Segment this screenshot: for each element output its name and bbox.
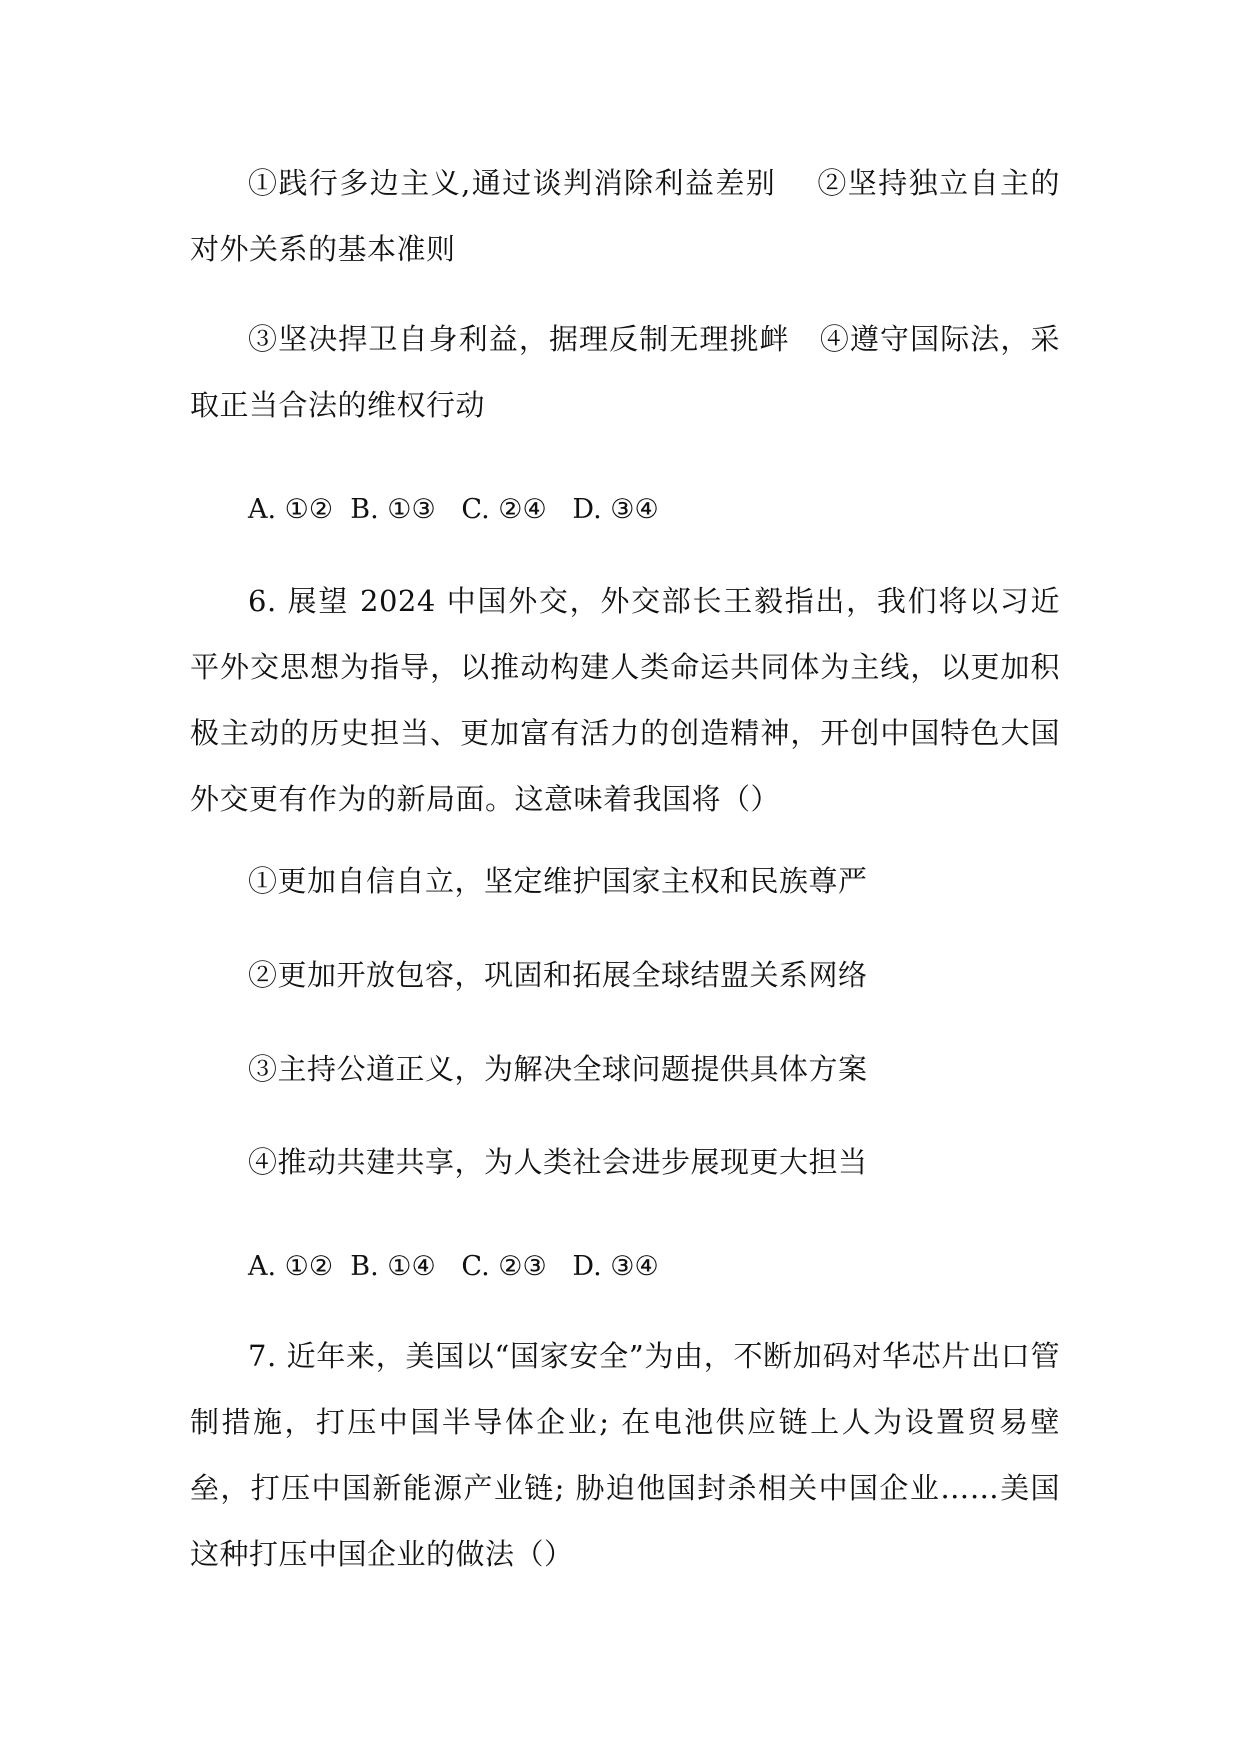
q5-statement-1-2: ①践行多边主义,通过谈判消除利益差别 ②坚持独立自主的对外关系的基本准则: [190, 166, 1060, 266]
q5-answer-options: A. ①② B. ①③ C. ②④ D. ③④: [248, 494, 659, 525]
q6-statement-3: ③主持公道正义，为解决全球问题提供具体方案: [248, 1052, 868, 1086]
q5-statement-3-4: ③坚决捍卫自身利益，据理反制无理挑衅 ④遵守国际法，采取正当合法的维权行动: [190, 322, 1060, 422]
q7-stem: 7. 近年来，美国以“国家安全”为由，不断加码对华芯片出口管制措施，打压中国半导体企业; 在电池供应链上人为设置贸易壁垒，打压中国新能源产业链; 胁迫他国封杀相关中国企业……美国这种打压中国企业的做法（）: [190, 1339, 1060, 1571]
q6-answer-options: A. ①② B. ①④ C. ②③ D. ③④: [248, 1251, 659, 1282]
q6-statement-2: ②更加开放包容，巩固和拓展全球结盟关系网络: [248, 958, 868, 992]
q6-statement-4: ④推动共建共享，为人类社会进步展现更大担当: [248, 1145, 868, 1179]
q6-statement-1: ①更加自信自立，坚定维护国家主权和民族尊严: [248, 864, 868, 898]
q6-stem: 6. 展望 2024 中国外交，外交部长王毅指出，我们将以习近平外交思想为指导，以推动构建人类命运共同体为主线，以更加积极主动的历史担当、更加富有活力的创造精神，开创中国特色大国外交更有作为的新局面。这意味着我国将（）: [190, 584, 1060, 816]
